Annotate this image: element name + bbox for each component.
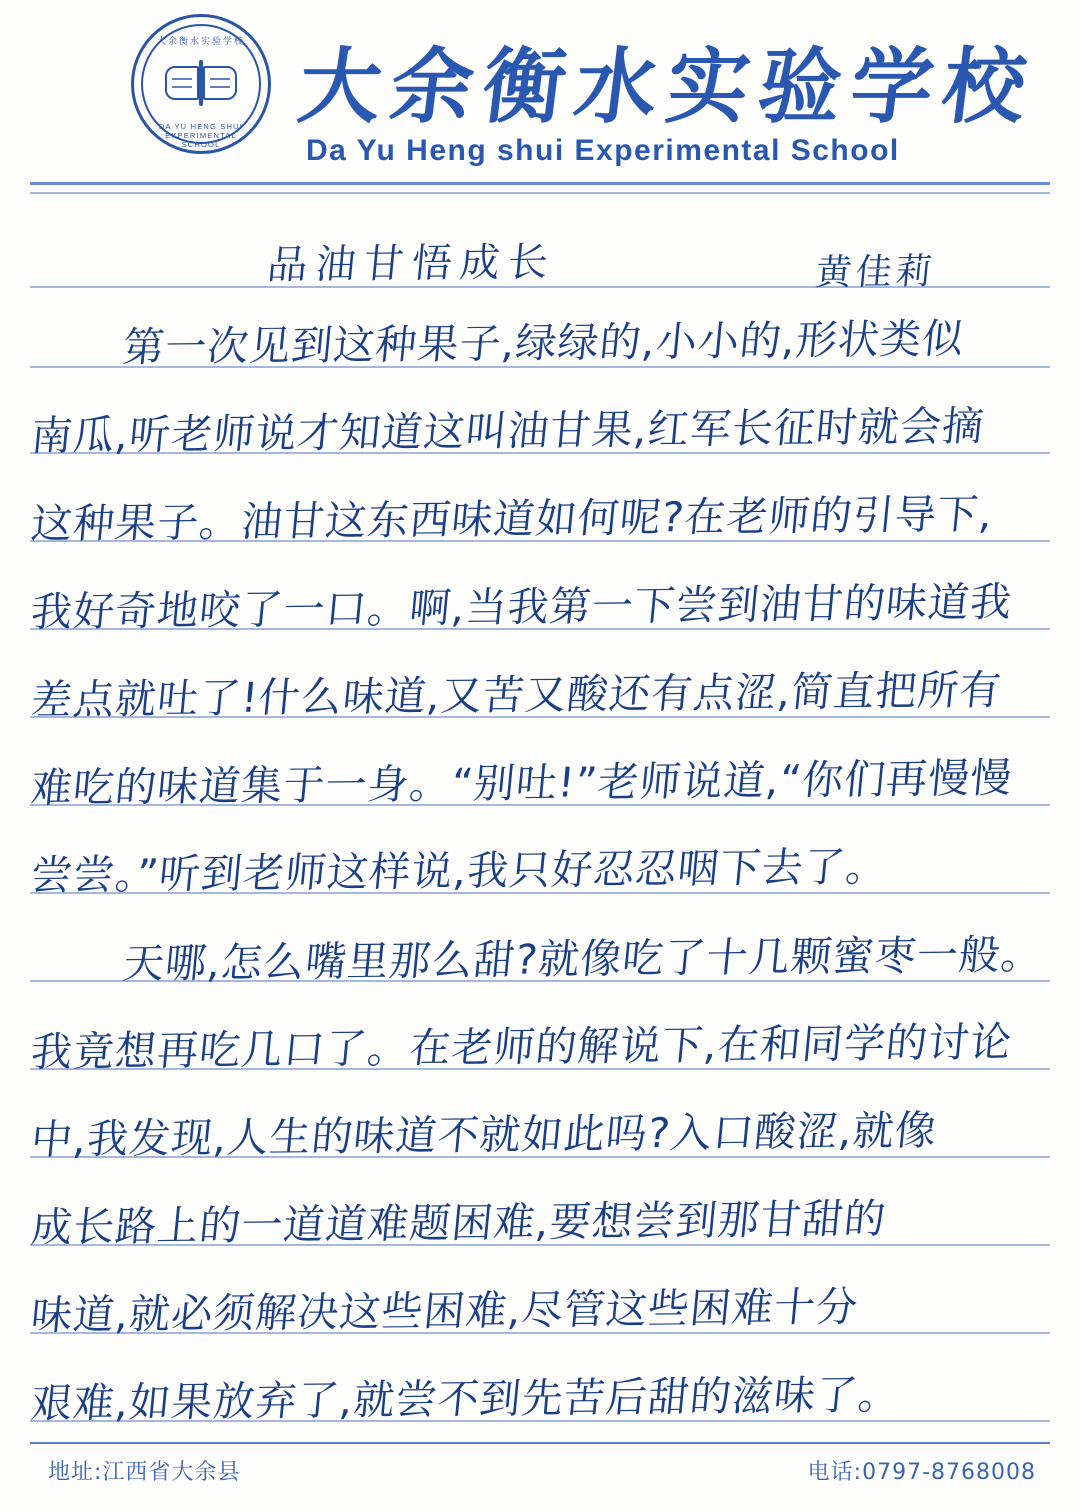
header-rule-top (30, 182, 1050, 185)
essay-author: 黄佳莉 (813, 251, 938, 294)
school-logo-icon (131, 14, 275, 158)
footer-address: 地址:江西省大余县 (48, 1460, 241, 1485)
essay-line: 我好奇地咬了一口。啊,当我第一下尝到油甘的味道我 (28, 577, 1015, 637)
essay-line: 味道,就必须解决这些困难,尽管这些困难十分 (28, 1282, 861, 1340)
school-name-english: Da Yu Heng shui Experimental School (306, 134, 900, 167)
essay-line: 第一次见到这种果子,绿绿的,小小的,形状类似 (120, 314, 967, 372)
essay-line: 南瓜,听老师说才知道这叫油甘果,红军长征时就会摘 (28, 402, 987, 460)
school-name-chinese: 大余衡水实验学校 (293, 40, 1041, 135)
essay-line: 差点就吐了!什么味道,又苦又酸还有点涩,简直把所有 (28, 665, 1004, 725)
essay-line: 这种果子。油甘这东西味道如何呢?在老师的引导下, (28, 489, 996, 549)
essay-line: 中,我发现,人生的味道不就如此吗?入口酸涩,就像 (28, 1106, 940, 1164)
essay-line: 艰难,如果放弃了,就尝不到先苦后甜的滋味了。 (28, 1370, 903, 1428)
footer-rule (30, 1442, 1050, 1444)
school-letterhead-header (0, 0, 1080, 186)
essay-title: 品油甘悟成长 (265, 239, 558, 289)
open-book-icon (164, 60, 238, 108)
essay-line: 我竟想再吃几口了。在老师的解说下,在和同学的讨论 (28, 1017, 1015, 1077)
footer-phone: 电话:0797-8768008 (807, 1460, 1036, 1485)
essay-line: 天哪,怎么嘴里那么甜?就像吃了十几颗蜜枣一般。 (120, 930, 1046, 988)
logo-arc-bottom-text: DA YU HENG SHUI EXPERIMENTAL SCHOOL (158, 122, 244, 149)
essay-line: 尝尝。”听到老师这样说,我只好忍忍咽下去了。 (28, 842, 891, 900)
essay-line: 难吃的味道集于一身。“别吐!”老师说道,“你们再慢慢 (28, 753, 1015, 813)
header-rule-bottom (30, 192, 1050, 194)
essay-line: 成长路上的一道道难题困难,要想尝到那甘甜的 (28, 1194, 889, 1252)
logo-arc-top-text: 大余衡水实验学校 (157, 36, 246, 46)
